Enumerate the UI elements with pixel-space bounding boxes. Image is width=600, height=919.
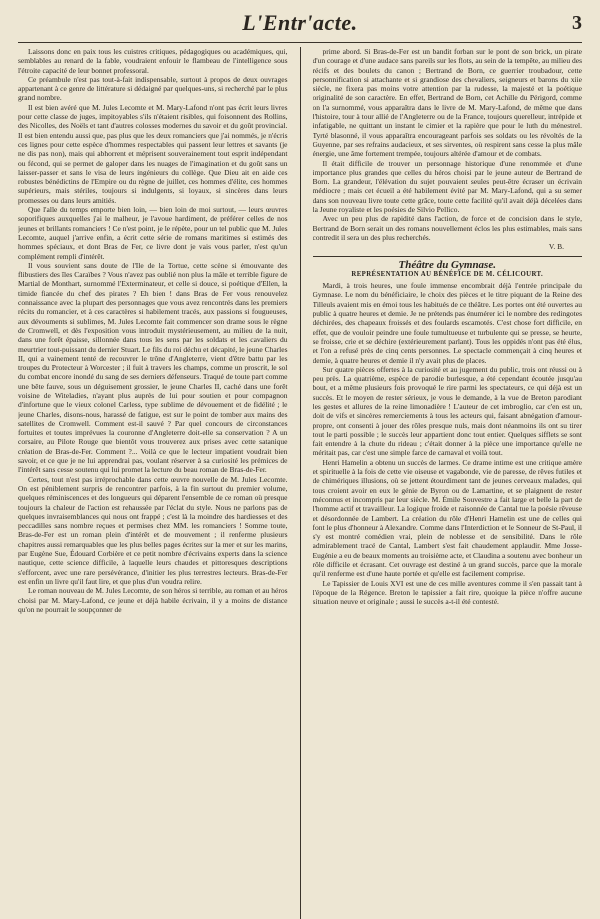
section-subtitle: REPRÉSENTATION AU BÉNÉFICE DE M. CÉLICOURT. <box>351 270 544 278</box>
header-rule <box>18 42 582 43</box>
columns <box>18 47 582 919</box>
section-paragraph: Le Tapissier de Louis XVI est une de ces mille aventures comme il s'en passait tant à l'époque de la Régence. Breton le tapissier a fait rire, quoique la pièce n'offre aucune situation neuve et originale ; aussi le succès a-t-il été contesté. <box>312 578 582 607</box>
left-paragraph: Ce préambule n'est pas tout-à-fait indispensable, surtout à propos de deux ouvrages appartenant à ce genre de littérature si dédaigné par quelques-uns, si recherché par le plus grand nombre. <box>18 74 288 103</box>
signature: V. B. <box>548 242 564 252</box>
left-paragraph: Le roman nouveau de M. Jules Lecomte, de son héros si terrible, au roman et au héros choisi par M. Mary-Lafond, ce jeune et déjà habile écrivain, il y a moins de distance qu'on ne pourrait le soupçonner de <box>18 586 288 614</box>
masthead-title: L'Entr'acte. <box>242 10 358 35</box>
section-paragraph: Mardi, à trois heures, une foule immense encombrait déjà l'entrée principale du Gymnase. Le nom du bénéficiaire, le choix des pièces et le titre piquant de la Reine des Tilleuls avaient mis en émoi tous les habitués de ce théâtre. Les portes ont été ouvertes au public à quatre heures et demie. Je ne prétends pas énumérer ici le nombre des redingotes déchirées, des chapeaux froissés et des foulards escamotés. C'est chose fort difficile, en effet, que de vouloir peindre une foule tumultueuse et turbulente qui se presse, se heurte, se froisse, crie et se déchire (extérieurement parlant). Tous les oppidés n'ont pas été élus, et l'on a refusé près de cinq cents personnes. Le spectacle commençait à cinq heures et demie, à quatre heures et demie il n'y avait plus de places. <box>312 281 582 365</box>
section-paragraph: Henri Hamelin a obtenu un succès de larmes. Ce drame intime est une critique amère et spirituelle à la fois de cette vie oiseuse et vagabonde, vie de paresse, de rêves futiles et de chimériques illusions, où se jettent étourdiment tant de jeunes cerveaux malades, qui tous croient avoir en eux le génie de Byron ou de Lamartine, et se plaignent de rester méconnus et incompris par leur siècle. M. Émile Souvestre a fait large et belle la part de l'homme actif et travailleur. La logique froide et raisonnée de Cantal tue la poésie rêveuse et désordonnée de Lambert. La création du rôle d'Henri Hamelin est une de celles qui font le plus d'honneur à Alexandre. Comme dans l'Interdiction et le Sonneur de St-Paul, il s'y est montré comédien vrai, plein de noblesse et de sensibilité. Dans le rôle admirablement tracé de Cantal, Lambert s'est fait chaudement applaudir. Mme Josse-Eugénie a eu de beaux moments au troisième acte, et Claudina a soutenu avec bonheur un rôle difficile et écrasant. Cet ouvrage est destiné à un grand succès, parce que la morale qu'il renferme est d'une haute portée et qu'elle est facilement comprise. <box>312 457 582 579</box>
left-paragraph: Que l'alle du temps emporte bien loin, — bien loin de moi surtout, — leurs œuvres soporifiques auxquelles j'ai le malheur, je l'avoue hardiment, de préférer celles de nos jeunes et brillants romanciers ! Ce n'est point, je le répète, pour un tel public que M. Jules Lecomte, auquel j'arrive enfin, a écrit cette série de romans maritimes si estimés des hommes spéciaux, et dont Bras de Fer, ce livre dont je vais vous parler, n'est qu'un complément rempli d'intérêt. <box>18 205 288 261</box>
right-paragraph: Avec un peu plus de rapidité dans l'action, de force et de concision dans le style, Bertrand de Born serait un des romans nouvellement éclos les plus estimables, mais sans contredit il sera un des plus recherchés. <box>312 214 582 242</box>
right-paragraph: Il était difficile de trouver un personnage historique d'une renommée et d'une importance plus grandes que celles du héros choisi par le jeune auteur de Bertrand de Born. La grandeur, l'élévation du sujet pouvaient seules peut-être écraser un écrivain médiocre ; mais cet écueil a été habilement évité par M. Mary-Lafond, qui a su semer dans son nouveau livre toute cette grâce, toute cette facilité qu'il avait déjà décelées dans la Jeune royaliste et les poésies de Silvio Pellico. <box>312 158 582 215</box>
section-title: Théâtre du Gymnase. <box>313 256 583 270</box>
page-header <box>18 8 582 42</box>
page-number: 3 <box>572 12 582 34</box>
right-column <box>313 47 583 919</box>
left-column <box>18 47 288 919</box>
column-divider <box>300 47 301 919</box>
left-paragraph: Certes, tout n'est pas irréprochable dans cette œuvre nouvelle de M. Jules Lecomte. On est péniblement surpris de rencontrer parfois, à la fin surtout du premier volume, quelques réminiscences et des longueurs qui déparent l'ensemble de ce roman où presque toujours la chaleur de l'action est rehaussée par l'éclat du style. Nous ne parlons pas de quelques invraisemblances qui nous ont frappé ; c'est là la moindre des hardiesses et des peccadilles sans nombre reçues et permises chez MM. les romanciers ! Somme toute, Bras-de-Fer est un roman plein d'intérêt et de mouvement ; il renferme plusieurs chapitres aussi remarquables que les plus belles pages écrites sur la mer et sur les marins, par Eugène Sue, Édouard Corbière et ce petit nombre d'écrivains experts dans la science nautique, cette science difficile, à laquelle leurs chaudes et pittoresques descriptions s'efforcent, avec une rare persévérance, d'initier les plus terrestres lecteurs. Bras-de-Fer est enfin un livre qu'il faut lire, et que plus d'un voudra relire. <box>18 474 288 586</box>
left-paragraph: Il vous souvient sans doute de l'Ile de la Tortue, cette scène si émouvante des flibustiers des îles Caraïbes ? Vous n'avez pas oublié non plus la mâle et terrible figure de Martial de Monthart, surnommé l'Exterminateur, et celle si douce, si poétique d'Ellen, la timide fiancée du chef des pirates ? Eh bien ! dans Bras de Fer vous renouvelez connaissance avec la plupart des personnages que vous avez rencontrés dans les premiers récits du romancier, et à ces caractères si habilement tracés, aux passions si fougueuses, aux dévouments si sublimes, M. Jules Lecomte fait commencer son drame sous le règne de Cromwell, et dès l'exposition vous introduit mystérieusement, au milieu de la nuit, dans une forêt épaisse, sillonnée dans tous les sens par les soldats et les cavaliers du meurtrier tout-puissant du dernier Stuart. Le fils du roi déchu et décapité, le jeune Charles II, qui a vainement tenté de recouvrer le trône d'Angleterre, vient d'être battu par les troupes du Protecteur à Worcester ; il fuit à travers les champs, comme un proscrit, le sol du combat encore inondé du sang de ses derniers défenseurs. Traqué de toute part comme une bête fauve, sous un déguisement grossier, le jeune Charles II, caché dans une forêt voisine de Witeladies, n'ayant plus auprès de lui pour soutien et pour compagnon d'infortune que le vieux colonel Carless, type sublime de dévouement et de fidélité ; le jeune Charles, disons-nous, harassé de fatigue, est sur le point de tomber aux mains des satellites de Cromwell. Comment est-il sauvé ? Par quel concours de circonstances fortuites et toutes imprévues la couronne d'Angleterre doit-elle sa conservation ? A un corsaire, au Pilote Rouge que bientôt vous trouverez aux prises avec cette satanique création de Bras-de-Fer. Comment ?... Voilà ce que le lecteur impatient voudrait bien savoir, et ce que je ne lui apprendrai pas, voulant réserver à sa curiosité les prémices de l'intérêt sans cesse soutenu qui lui promet la lecture du beau roman de Bras-de-Fer. <box>18 260 288 475</box>
section-paragraph: Sur quatre pièces offertes à la curiosité et au jugement du public, trois ont réussi ou à peu près. La quatrième, espèce de parodie burlesque, a été cependant écoutée jusqu'au bout, et a même plusieurs fois provoqué le rire parmi les spectateurs, ce qui déjà est un succès. Et le moyen de rester sérieux, je vous le demande, à la vue de Breton parodiant les gestes et allures de la reine limonadière ! L'auteur de cet imbroglio, car c'en est un, doit de vifs et sincères remerciements à tous les acteurs qui, faisant abnégation d'amour-propre, ont consenti à jouer des rôles presque nuls, mais dont néanmoins ils ont su tirer tout le parti possible ; le succès leur appartient donc tout entier. Quelques sifflets se sont fait entendre à la chute du rideau ; c'était donner à la pièce une importance qu'elle ne méritait pas, car c'est une simple farce de carnaval et voilà tout. <box>312 364 582 458</box>
left-paragraph: Il est bien avéré que M. Jules Lecomte et M. Mary-Lafond n'ont pas écrit leurs livres pour cette classe de juges, impitoyables s'ils n'étaient risibles, qui foisonnent des Rollins, des Nicolles, des Noëls et tant d'autres colosses modernes du savoir et du goût provincial. Il est bien entendu aussi que, pas plus que les deux romanciers que j'ai nommés, je n'écris ces lignes pour cette espèce d'hommes respectables qui passent leur lettres et savants (je ne dis pas non), mais qui abhorrent et méprisent souverainement tout esprit indépendant ou fécond, qui se permet de galoper dans les nuages de l'imagination et du goût sans un laisser-passer et sans le visa de leurs ingénieurs du collège. Que Dieu ait en aide ces robustes bénédictins de l'Empire ou du règne de juillet, ces hommes d'élite, ces hommes supérieurs, mais stériles, toujours si indulgents, si loyaux, si sincères dans leurs promesses ou dans leurs amitiés. <box>18 102 288 205</box>
right-paragraph: prime abord. Si Bras-de-Fer est un bandit forban sur le pont de son brick, un pirate d'un courage et d'une audace sans pareils sur les flots, au sein de la tempête, au milieu des récifs et des boulets du canon ; Bertrand de Born, ce guerrier troubadour, cette personnification si attachante et si grandiose des chevaliers, seigneurs et barons du xiie siècle, ne fixera pas moins votre attention par la rudesse, la majesté et la poétique originalité de son caractère. En effet, Bertrand de Born, cet Achille du Périgord, comme on l'a surnommé, vous apparaîtra dans le livre de M. Mary-Lafond, de même que dans l'histoire, tour à tour allié de l'Angleterre ou de la France, toujours querelleur, intrépide et infatigable, ne quittant un instant le cimier et la rapière que pour le luth du ménestrel. Tyrté blasonné, il vous apparaîtra encourageant parfois ses soldats ou les révoltés de la Guyenne, par ses refrains audacieux, et ses sirventes, où respirent sans cesse la plus mâle énergie, une âme fortement trempée, toujours altérée d'amour et de combats. <box>312 47 582 159</box>
left-paragraph: Laissons donc en paix tous les cuistres critiques, pédagogiques ou académiques, qui, semblables au renard de la fable, voudraient enfouir le flambeau de l'intelligence sous l'étroite capacité de leur bonnet professoral. <box>18 47 288 75</box>
